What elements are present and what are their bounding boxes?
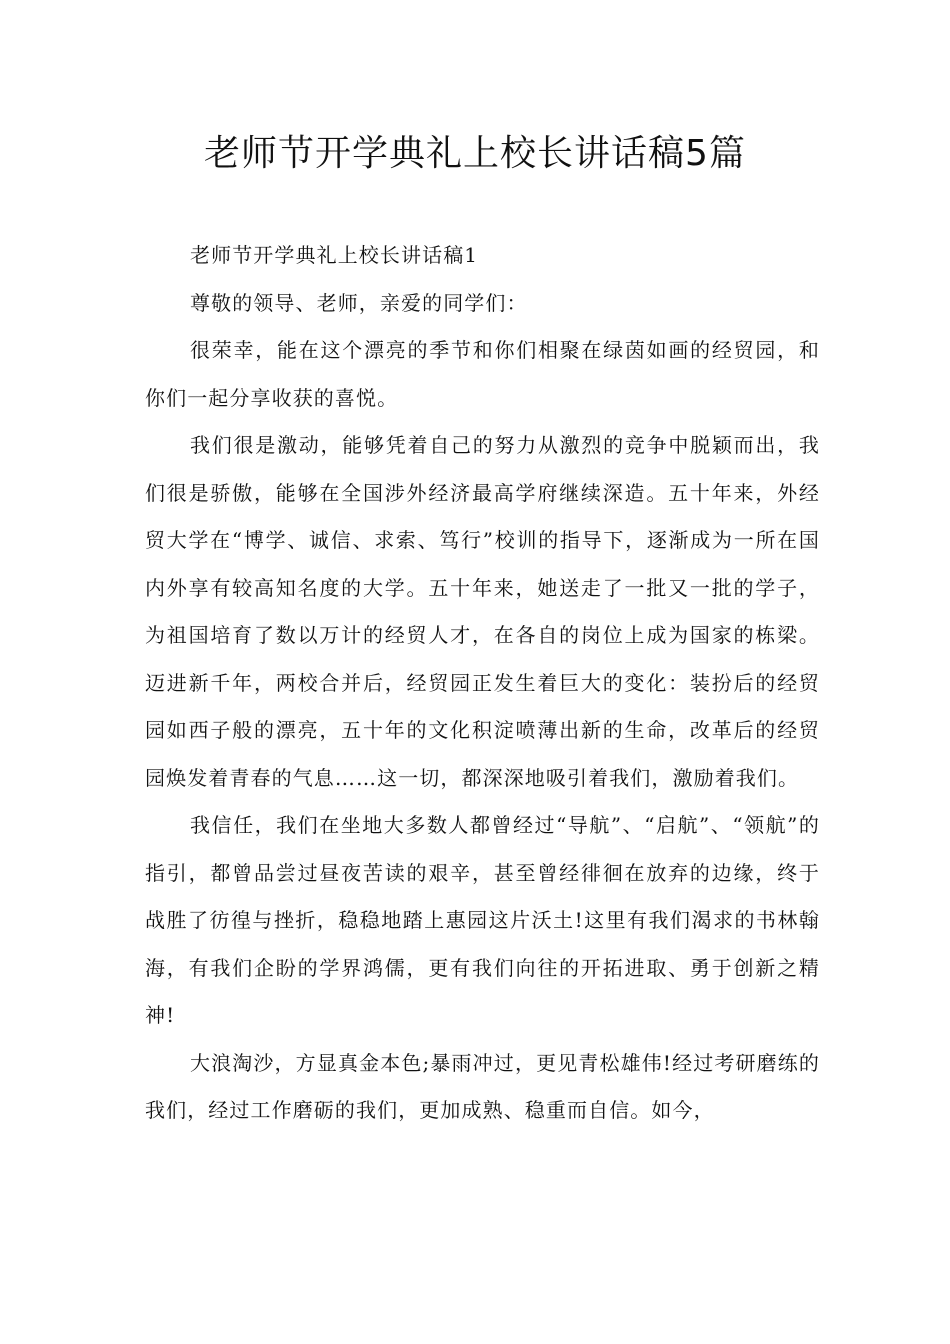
paragraph: 我们很是激动，能够凭着自己的努力从激烈的竞争中脱颖而出，我们很是骄傲，能够在全国涉外经济最高学府继续深造。五十年来，外经贸大学在“博学、诚信、求索、笃行”校训的指导下，逐渐成为一所在国内外享有较高知名度的大学。五十年来，她送走了一批又一批的学子，为祖国培育了数以万计的经贸人才，在各自的岗位上成为国家的栋梁。迈进新千年，两校合并后，经贸园正发生着巨大的变化：装扮后的经贸园如西子般的漂亮，五十年的文化积淀喷薄出新的生命，改革后的经贸园焕发着青春的气息……这一切，都深深地吸引着我们，激励着我们。 (145, 433, 820, 790)
paragraph: 大浪淘沙，方显真金本色;暴雨冲过，更见青松雄伟!经过考研磨练的我们，经过工作磨砺的我们，更加成熟、稳重而自信。如今， (145, 1050, 820, 1122)
document-body (145, 232, 820, 1135)
document-title: 老师节开学典礼上校长讲话稿5篇 (204, 133, 746, 174)
section-heading: 老师节开学典礼上校长讲话稿1 (190, 243, 479, 267)
paragraph: 我信任，我们在坐地大多数人都曾经过“导航”、“启航”、“领航”的指引，都曾品尝过昼夜苦读的艰辛，甚至曾经徘徊在放弃的边缘，终于战胜了彷徨与挫折，稳稳地踏上惠园这片沃土!这里有我们渴求的书林翰海，有我们企盼的学界鸿儒，更有我们向往的开拓进取、勇于创新之精神! (145, 813, 820, 1027)
paragraph: 很荣幸，能在这个漂亮的季节和你们相聚在绿茵如画的经贸园，和你们一起分享收获的喜悦。 (145, 338, 820, 410)
salutation: 尊敬的领导、老师，亲爱的同学们： (190, 290, 528, 315)
